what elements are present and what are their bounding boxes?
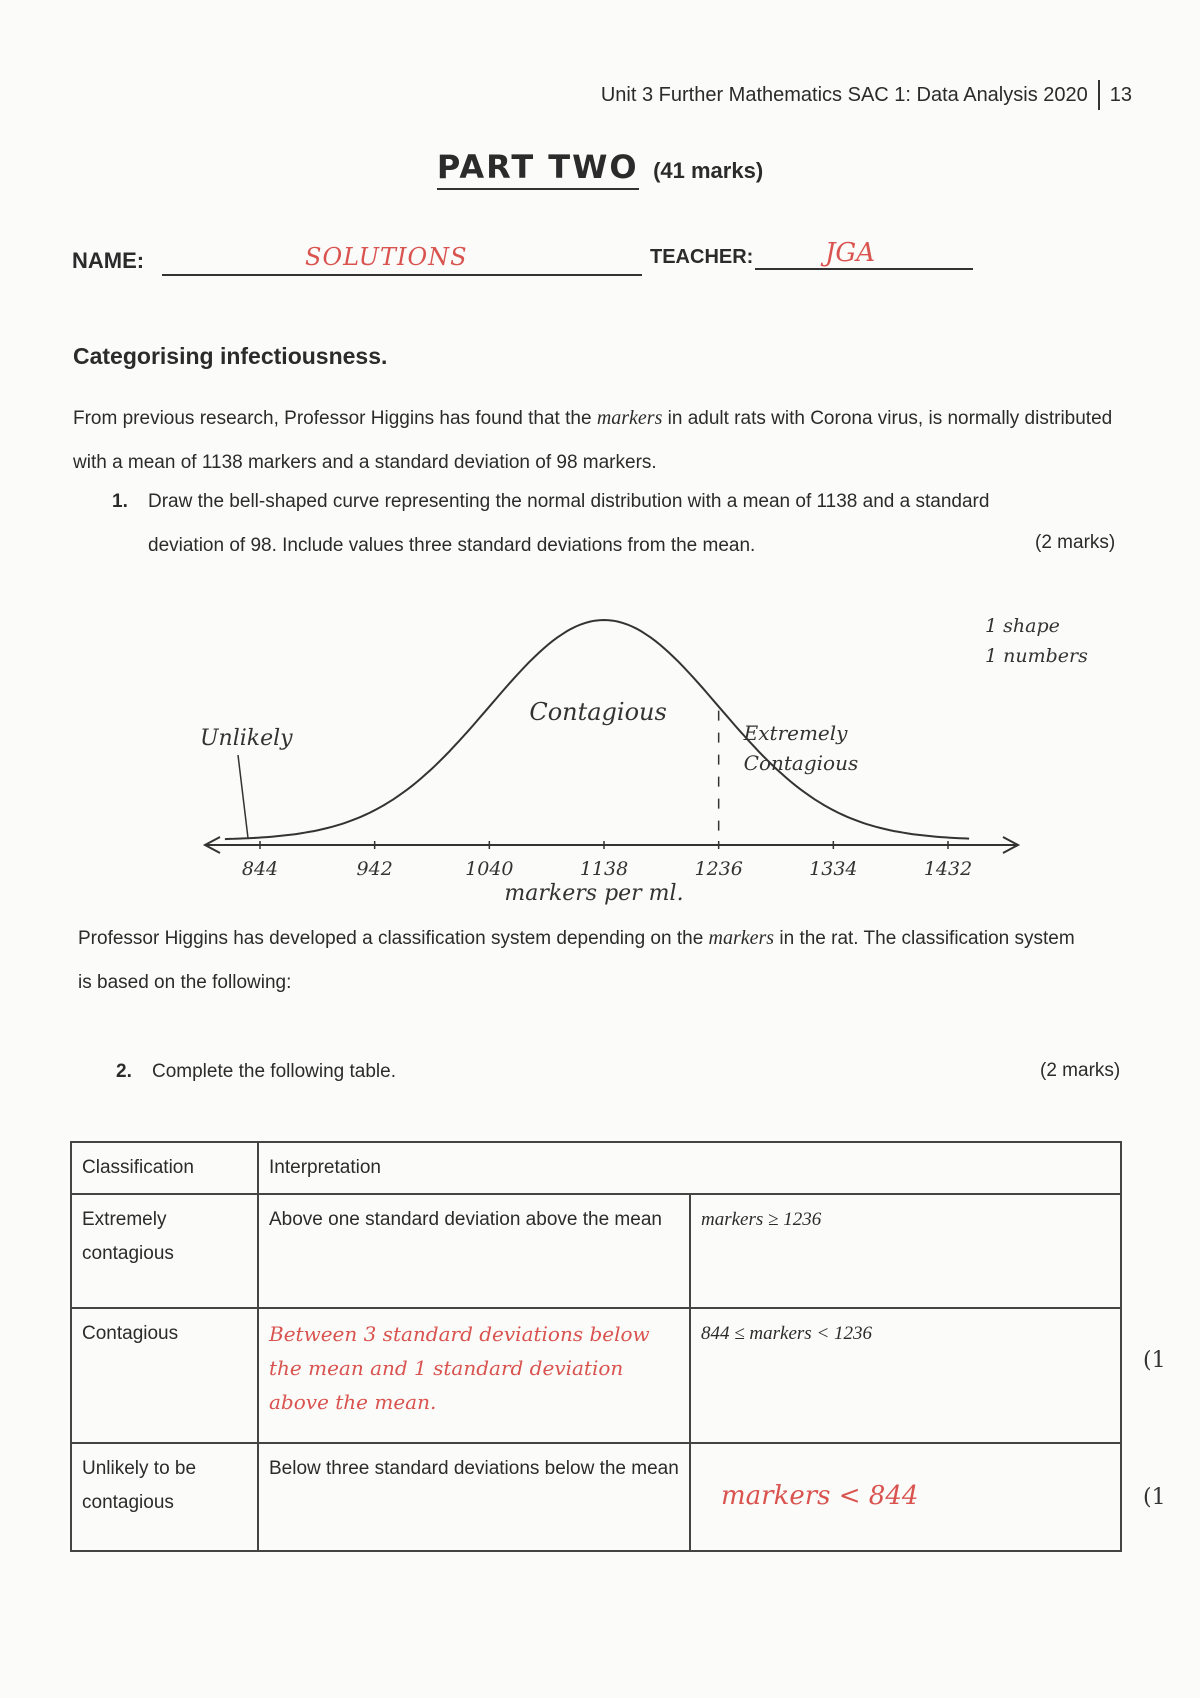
region-label-contagious: Contagious [529, 698, 667, 726]
q1-number: 1. [112, 491, 128, 512]
annotation-shape: 1 shape [985, 615, 1060, 637]
row-interpretation-handwritten: Between 3 standard deviations below the mean and 1 standard deviation above the mean. [258, 1308, 690, 1443]
unlikely-pointer [238, 755, 248, 838]
margin-mark-2: (1 [1143, 1485, 1166, 1510]
part-heading [0, 148, 1200, 186]
x-axis-label: markers per ml. [504, 881, 684, 906]
teacher-label: TEACHER: [650, 246, 754, 268]
row-class: Unlikely to be contagious [71, 1443, 258, 1551]
page-header [601, 80, 1132, 110]
row-class: Extremely contagious [71, 1194, 258, 1308]
teacher-value: JGA [825, 238, 875, 268]
row-interpretation: Below three standard deviations below the mean [258, 1443, 690, 1551]
page-number: 13 [1109, 83, 1132, 106]
question-1 [112, 480, 1028, 568]
table-header-row [71, 1142, 1121, 1194]
region-label-line: Extremely [743, 721, 848, 745]
margin-mark-1: (1 [1143, 1348, 1166, 1373]
region-label-unlikely: Unlikely [200, 726, 293, 751]
row-rule: 844 ≤ markers < 1236 [690, 1308, 1121, 1443]
para2-text-1: Professor Higgins has developed a classification system depending on the [78, 928, 709, 949]
section-title: Categorising infectiousness. [73, 343, 388, 369]
normal-curve-chart [0, 590, 1200, 920]
row-rule: markers ≥ 1236 [690, 1194, 1121, 1308]
row-class: Contagious [71, 1308, 258, 1443]
x-tick-label: 1432 [923, 858, 973, 880]
table-row [71, 1443, 1121, 1551]
intro-text-2: in adult rats with Corona virus, is normally distributed with a mean of 1138 markers and a standard deviation of 98 markers. [73, 408, 1113, 473]
para2-text-2: in the rat. The classification system is based on the following: [78, 928, 1075, 993]
x-tick-label: 1334 [809, 858, 858, 880]
header-divider [1098, 80, 1100, 110]
q2-text: Complete the following table. [152, 1061, 396, 1082]
q1-text: Draw the bell-shaped curve representing the normal distribution with a mean of 1138 and a standard deviation of 98. Include values three standard deviations from the mean. [148, 491, 990, 556]
x-tick-label: 1138 [579, 858, 629, 880]
q2-number: 2. [116, 1061, 132, 1082]
name-value: SOLUTIONS [305, 243, 468, 271]
region-label-extremely-contagious [743, 721, 859, 775]
x-tick-label: 1236 [694, 858, 743, 880]
name-label: NAME: [72, 248, 145, 273]
header-title: Unit 3 Further Mathematics SAC 1: Data Analysis 2020 [600, 83, 1088, 106]
name-line [162, 274, 642, 276]
intro-term: markers [596, 407, 663, 429]
x-tick-label: 942 [356, 858, 393, 880]
x-tick-label: 1040 [465, 858, 514, 880]
header-classification: Classification [71, 1142, 258, 1194]
annotation-numbers: 1 numbers [985, 645, 1088, 667]
classification-paragraph [78, 916, 1078, 1005]
teacher-line [755, 268, 973, 270]
region-label-line: Contagious [743, 751, 859, 775]
bell-curve [225, 620, 969, 839]
question-2 [116, 1050, 396, 1094]
table-row [71, 1308, 1121, 1443]
row-rule-handwritten: markers < 844 [721, 1480, 919, 1511]
para2-term: markers [708, 927, 775, 949]
q2-marks: (2 marks) [1040, 1060, 1121, 1081]
x-tick-label: 844 [241, 858, 279, 880]
classification-table [70, 1141, 1122, 1552]
row-interpretation: Above one standard deviation above the mean [258, 1194, 690, 1308]
part-title: PART TWO [437, 148, 639, 190]
header-interpretation: Interpretation [258, 1142, 1121, 1194]
q1-marks: (2 marks) [1035, 532, 1116, 553]
intro-text-1: From previous research, Professor Higgins has found that the [73, 408, 597, 429]
table-row [71, 1194, 1121, 1308]
part-marks: (41 marks) [653, 158, 764, 183]
row-rule [690, 1443, 1121, 1551]
intro-paragraph [73, 396, 1113, 485]
